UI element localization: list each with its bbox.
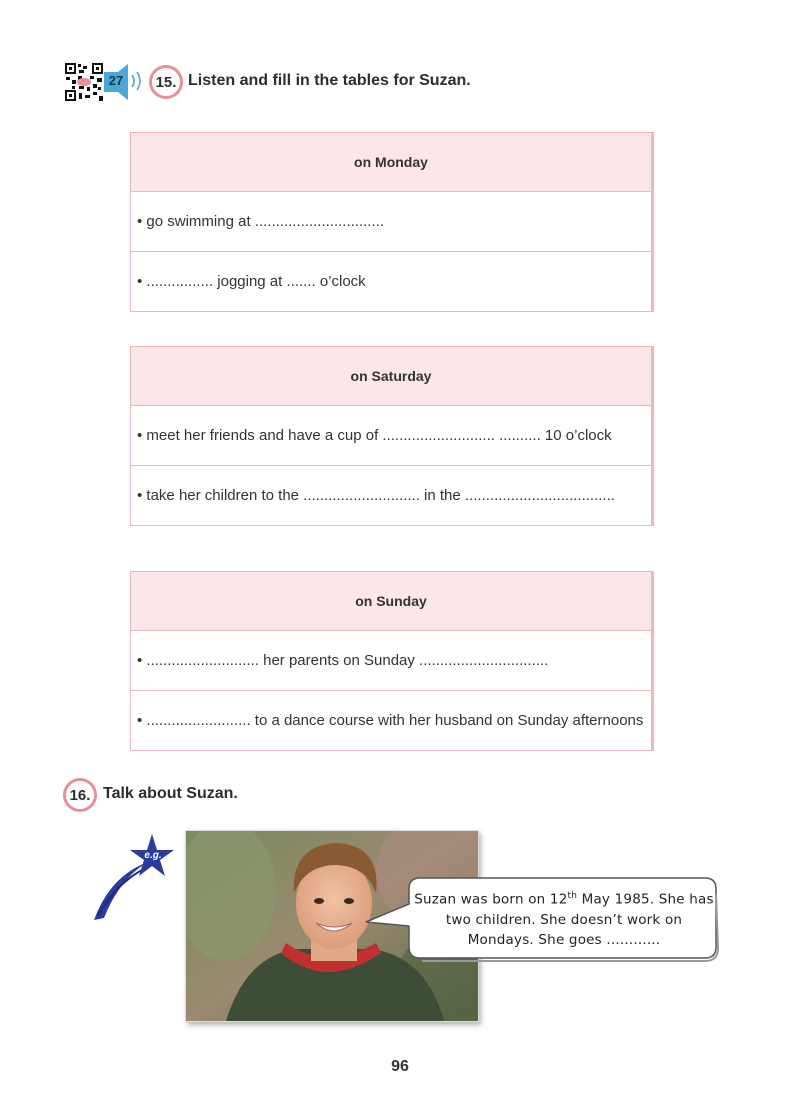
table-row: • ........................... her parents on Sunday ............................... — [137, 652, 549, 669]
eg-badge: e.g. — [144, 850, 162, 861]
shooting-star-icon — [90, 828, 180, 923]
track-number: 27 — [108, 73, 124, 88]
table-heading: on Monday — [131, 133, 651, 192]
table-monday — [130, 132, 654, 312]
exercise-16-title: Talk about Suzan. — [103, 785, 238, 802]
table-row: • ................ jogging at ....... o’clock — [131, 251, 651, 311]
speech-text: Suzan was born on 12th May 1985. She has two children. She doesn’t work on Mondays. She goes ............ — [414, 891, 714, 948]
table-row: • take her children to the ............................ in the .................................... — [131, 465, 651, 525]
exercise-15-number: 15. — [149, 65, 183, 99]
table-saturday — [130, 346, 654, 526]
table-row: • go swimming at ............................... — [137, 213, 384, 230]
table-sunday — [130, 571, 654, 751]
exercise-15-title: Listen and fill in the tables for Suzan. — [188, 72, 471, 89]
table-heading: on Sunday — [131, 572, 651, 631]
page-number: 96 — [391, 1058, 409, 1075]
sound-waves-icon — [130, 70, 144, 92]
qr-code-icon — [64, 62, 104, 102]
table-row: • meet her friends and have a cup of ........................... .......... 10 o’clock — [137, 427, 612, 444]
table-heading: on Saturday — [131, 347, 651, 406]
exercise-16-number: 16. — [63, 778, 97, 812]
table-row: • ......................... to a dance course with her husband on Sunday afternoons — [131, 690, 651, 750]
